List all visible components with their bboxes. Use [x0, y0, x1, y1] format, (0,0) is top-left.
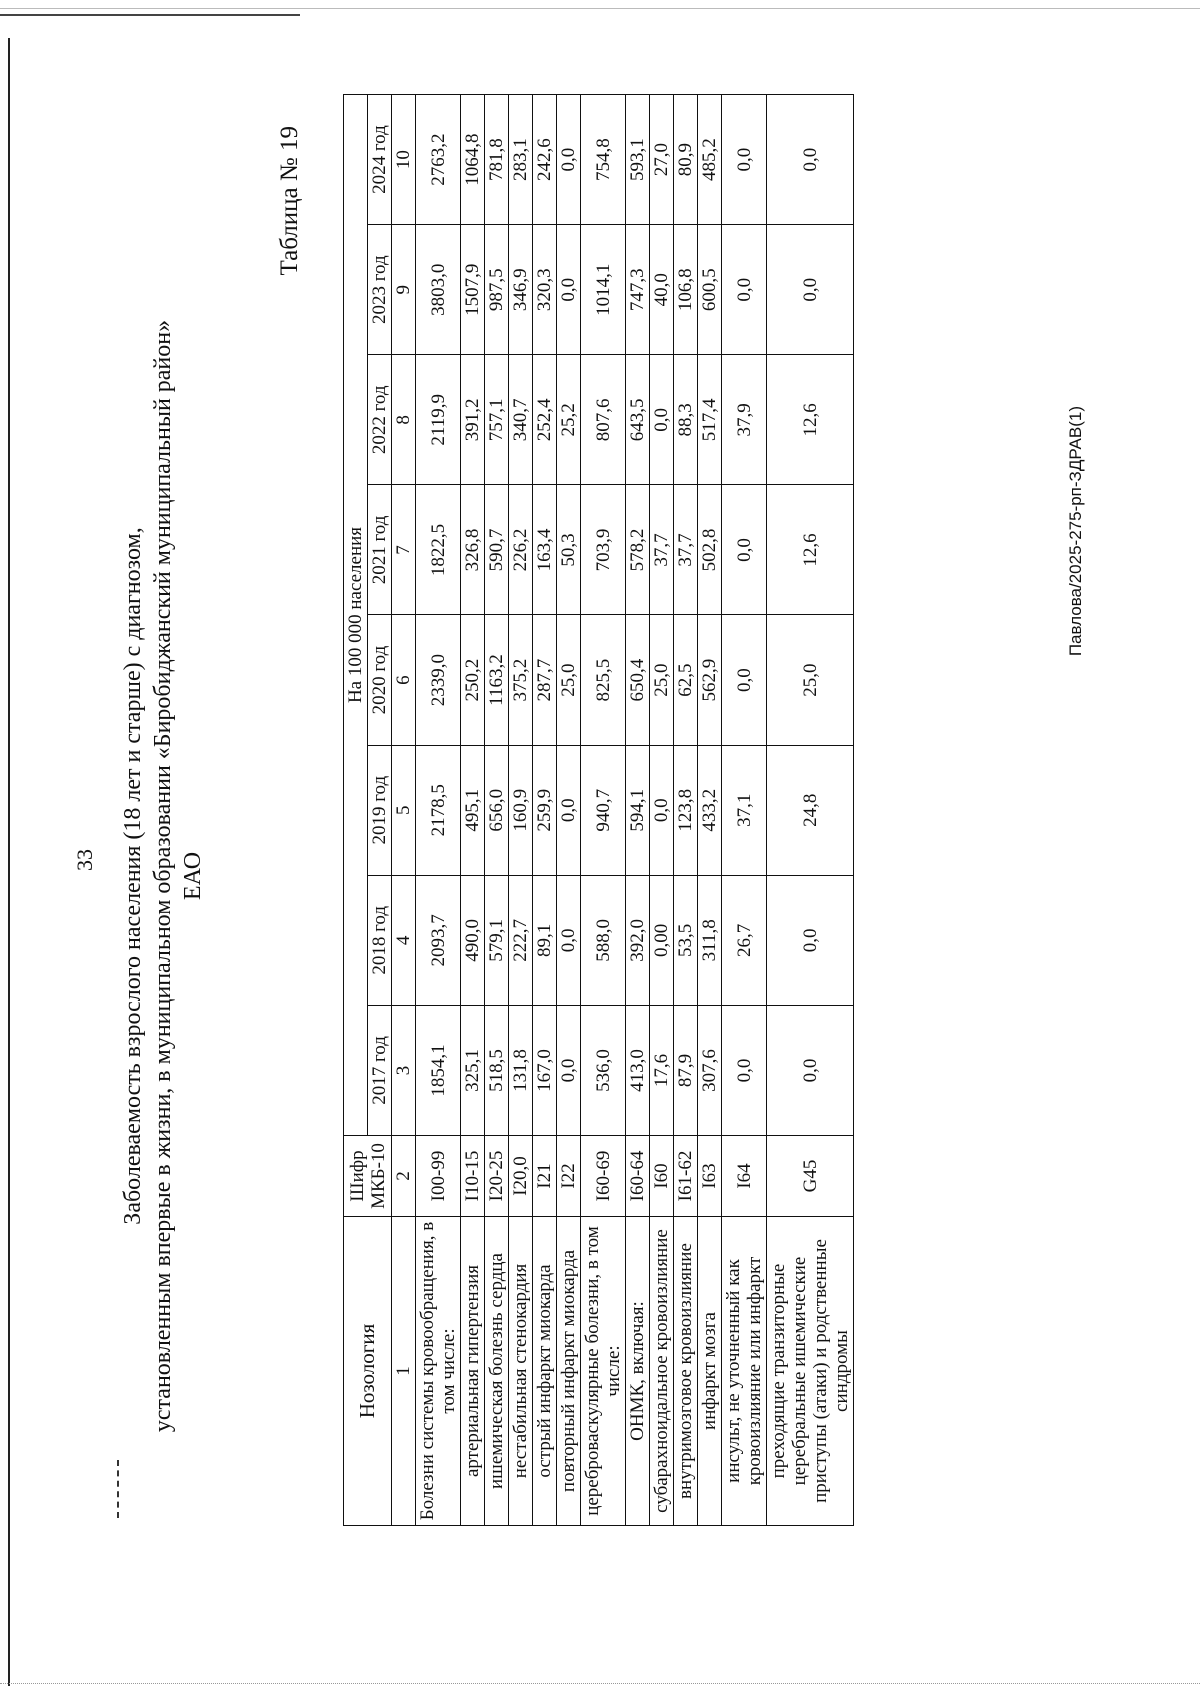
row-value: 536,0	[581, 1005, 626, 1135]
row-value: 37,1	[722, 745, 767, 875]
rotated-page	[50, 34, 1150, 1686]
row-value: 0,0	[650, 745, 674, 875]
row-value: 25,0	[650, 615, 674, 745]
title-line-2: установленным впервые в жизни, в муниципальном образовании «Биробиджанский муниципальный район»	[150, 319, 176, 1433]
row-value: 131,8	[509, 1005, 533, 1135]
table-row	[626, 95, 650, 1526]
header-year: 2019 год	[368, 745, 392, 875]
row-value: 311,8	[698, 875, 722, 1005]
row-value: 340,7	[509, 355, 533, 485]
row-value: 25,0	[557, 615, 581, 745]
row-value: 37,7	[650, 485, 674, 615]
column-number: 7	[392, 485, 416, 615]
row-value: 287,7	[533, 615, 557, 745]
row-value: 0,0	[767, 1005, 854, 1135]
table-row	[581, 95, 626, 1526]
document-title	[118, 226, 208, 1526]
row-value: 0,0	[650, 355, 674, 485]
header-per-100k: На 100 000 населения	[344, 95, 368, 1136]
table-row	[509, 95, 533, 1526]
row-nozology: субарахноидальное кровоизлияние	[650, 1217, 674, 1526]
row-icd-code: I64	[722, 1136, 767, 1217]
row-value: 588,0	[581, 875, 626, 1005]
row-value: 0,0	[722, 95, 767, 225]
column-number: 6	[392, 615, 416, 745]
row-value: 1822,5	[416, 485, 461, 615]
row-value: 987,5	[485, 225, 509, 355]
row-value: 0,0	[557, 225, 581, 355]
row-value: 27,0	[650, 95, 674, 225]
row-icd-code: I60	[650, 1136, 674, 1217]
row-value: 40,0	[650, 225, 674, 355]
table-row	[533, 95, 557, 1526]
table-row	[557, 95, 581, 1526]
table-row	[650, 95, 674, 1526]
header-year: 2017 год	[368, 1005, 392, 1135]
scan-edge-top	[0, 8, 1200, 9]
row-value: 392,0	[626, 875, 650, 1005]
header-year: 2021 год	[368, 485, 392, 615]
row-icd-code: I20-25	[485, 1136, 509, 1217]
row-icd-code: I22	[557, 1136, 581, 1217]
row-value: 25,2	[557, 355, 581, 485]
row-icd-code: I10-15	[461, 1136, 485, 1217]
row-nozology: Болезни системы кровообращения, в том числе:	[416, 1217, 461, 1526]
row-icd-code: I00-99	[416, 1136, 461, 1217]
row-icd-code: I61-62	[674, 1136, 698, 1217]
row-value: 226,2	[509, 485, 533, 615]
header-year: 2023 год	[368, 225, 392, 355]
row-value: 163,4	[533, 485, 557, 615]
row-value: 0,0	[722, 485, 767, 615]
row-value: 0,0	[557, 875, 581, 1005]
table-row	[416, 95, 461, 1526]
row-nozology: повторный инфаркт миокарда	[557, 1217, 581, 1526]
row-value: 703,9	[581, 485, 626, 615]
row-icd-code: G45	[767, 1136, 854, 1217]
row-nozology: острый инфаркт миокарда	[533, 1217, 557, 1526]
column-number: 9	[392, 225, 416, 355]
row-nozology: артериальная гипертензия	[461, 1217, 485, 1526]
row-value: 37,7	[674, 485, 698, 615]
row-value: 495,1	[461, 745, 485, 875]
row-value: 37,9	[722, 355, 767, 485]
row-value: 325,1	[461, 1005, 485, 1135]
column-number: 5	[392, 745, 416, 875]
table-row	[461, 95, 485, 1526]
row-value: 252,4	[533, 355, 557, 485]
row-value: 0,0	[557, 95, 581, 225]
row-value: 89,1	[533, 875, 557, 1005]
row-nozology: ишемическая болезнь сердца	[485, 1217, 509, 1526]
row-value: 594,1	[626, 745, 650, 875]
row-nozology: инфаркт мозга	[698, 1217, 722, 1526]
table-row	[485, 95, 509, 1526]
row-value: 562,9	[698, 615, 722, 745]
row-value: 88,3	[674, 355, 698, 485]
row-value: 0,0	[722, 615, 767, 745]
footer-document-code: Павлова/2025-275-рп-ЗДРАВ(1)	[1066, 406, 1085, 657]
table-row	[722, 95, 767, 1526]
row-value: 2178,5	[416, 745, 461, 875]
row-icd-code: I20,0	[509, 1136, 533, 1217]
row-icd-code: I63	[698, 1136, 722, 1217]
row-value: 502,8	[698, 485, 722, 615]
row-value: 123,8	[674, 745, 698, 875]
row-value: 656,0	[485, 745, 509, 875]
column-number: 1	[392, 1217, 416, 1526]
row-nozology: инсульт, не уточненный как кровоизлияние или инфаркт	[722, 1217, 767, 1526]
row-value: 593,1	[626, 95, 650, 225]
table-label: Таблица № 19	[276, 126, 303, 276]
row-nozology: нестабильная стенокардия	[509, 1217, 533, 1526]
row-icd-code: I60-69	[581, 1136, 626, 1217]
table-row	[674, 95, 698, 1526]
title-line-1: Заболеваемость взрослого населения (18 лет и старше) с диагнозом,	[120, 527, 146, 1225]
row-value: 2093,7	[416, 875, 461, 1005]
row-value: 940,7	[581, 745, 626, 875]
table-row	[698, 95, 722, 1526]
row-value: 1014,1	[581, 225, 626, 355]
row-value: 1163,2	[485, 615, 509, 745]
row-value: 0,0	[722, 1005, 767, 1135]
row-nozology: внутримозговое кровоизлияние	[674, 1217, 698, 1526]
row-nozology: ОНМК, включая:	[626, 1217, 650, 1526]
row-value: 517,4	[698, 355, 722, 485]
row-value: 807,6	[581, 355, 626, 485]
row-value: 579,1	[485, 875, 509, 1005]
header-year: 2024 год	[368, 95, 392, 225]
row-value: 600,5	[698, 225, 722, 355]
row-value: 1507,9	[461, 225, 485, 355]
row-value: 12,6	[767, 485, 854, 615]
row-value: 26,7	[722, 875, 767, 1005]
row-value: 518,5	[485, 1005, 509, 1135]
morbidity-table	[343, 94, 854, 1526]
row-value: 413,0	[626, 1005, 650, 1135]
row-value: 0,0	[722, 225, 767, 355]
row-value: 0,0	[557, 745, 581, 875]
row-value: 12,6	[767, 355, 854, 485]
row-value: 0,0	[767, 225, 854, 355]
row-value: 590,7	[485, 485, 509, 615]
row-value: 490,0	[461, 875, 485, 1005]
header-code: Шифр МКБ-10	[344, 1136, 392, 1217]
row-value: 0,0	[767, 95, 854, 225]
column-number: 4	[392, 875, 416, 1005]
row-value: 346,9	[509, 225, 533, 355]
row-value: 375,2	[509, 615, 533, 745]
row-value: 320,3	[533, 225, 557, 355]
row-value: 160,9	[509, 745, 533, 875]
column-number: 3	[392, 1005, 416, 1135]
header-year: 2018 год	[368, 875, 392, 1005]
header-year: 2020 год	[368, 615, 392, 745]
row-value: 433,2	[698, 745, 722, 875]
title-line-3: ЕАО	[180, 851, 206, 901]
row-icd-code: I21	[533, 1136, 557, 1217]
column-number: 2	[392, 1136, 416, 1217]
page-number: 33	[72, 849, 97, 871]
row-value: 3803,0	[416, 225, 461, 355]
row-value: 754,8	[581, 95, 626, 225]
row-value: 1854,1	[416, 1005, 461, 1135]
row-nozology: цереброваскулярные болезни, в том числе:	[581, 1217, 626, 1526]
scan-edge-left	[8, 38, 10, 1686]
row-value: 283,1	[509, 95, 533, 225]
row-value: 242,6	[533, 95, 557, 225]
row-value: 485,2	[698, 95, 722, 225]
row-value: 2763,2	[416, 95, 461, 225]
row-value: 250,2	[461, 615, 485, 745]
row-value: 2119,9	[416, 355, 461, 485]
row-value: 781,8	[485, 95, 509, 225]
row-value: 25,0	[767, 615, 854, 745]
table-row	[767, 95, 854, 1526]
row-value: 2339,0	[416, 615, 461, 745]
row-value: 222,7	[509, 875, 533, 1005]
row-value: 17,6	[650, 1005, 674, 1135]
row-value: 0,00	[650, 875, 674, 1005]
header-nozology: Нозология	[344, 1217, 392, 1526]
row-value: 757,1	[485, 355, 509, 485]
row-value: 0,0	[557, 1005, 581, 1135]
row-value: 50,3	[557, 485, 581, 615]
row-value: 578,2	[626, 485, 650, 615]
row-value: 53,5	[674, 875, 698, 1005]
row-value: 87,9	[674, 1005, 698, 1135]
row-value: 643,5	[626, 355, 650, 485]
row-value: 106,8	[674, 225, 698, 355]
header-year: 2022 год	[368, 355, 392, 485]
column-number: 10	[392, 95, 416, 225]
row-value: 391,2	[461, 355, 485, 485]
scan-edge-top-mark	[0, 14, 300, 16]
row-value: 747,3	[626, 225, 650, 355]
row-value: 650,4	[626, 615, 650, 745]
row-value: 307,6	[698, 1005, 722, 1135]
row-value: 0,0	[767, 875, 854, 1005]
row-value: 259,9	[533, 745, 557, 875]
row-value: 1064,8	[461, 95, 485, 225]
row-nozology: преходящие транзиторные церебральные ишемические приступы (атаки) и родственные синдромы	[767, 1217, 854, 1526]
row-value: 167,0	[533, 1005, 557, 1135]
row-value: 80,9	[674, 95, 698, 225]
row-value: 825,5	[581, 615, 626, 745]
row-icd-code: I60-64	[626, 1136, 650, 1217]
row-value: 62,5	[674, 615, 698, 745]
row-value: 24,8	[767, 745, 854, 875]
row-value: 326,8	[461, 485, 485, 615]
column-number: 8	[392, 355, 416, 485]
